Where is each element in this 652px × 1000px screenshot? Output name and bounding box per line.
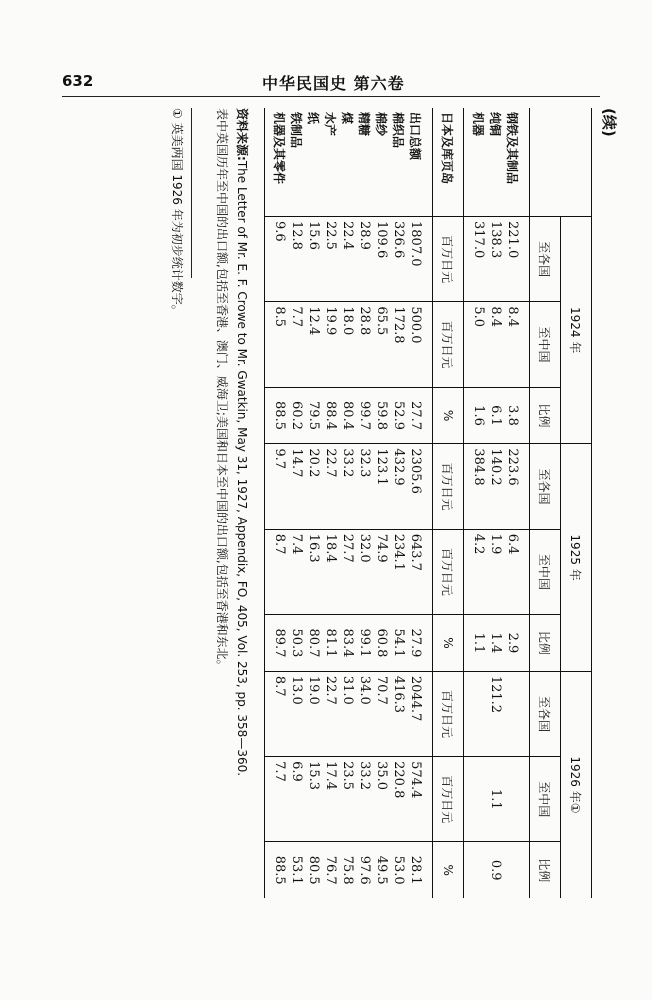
cell: 234.1 [390,529,407,614]
row-label: 棉纱 [374,112,388,137]
row-label: 水产 [323,112,337,137]
cell: 35.0 [373,757,390,842]
row-label: 机器及其零件 [265,108,289,217]
cell: 60.8 [373,615,390,672]
unit-cell: 百万日元 [433,444,464,529]
cell: 49.5 [373,842,390,898]
cell: 28.9 [356,217,373,302]
cell: 8.7 [265,671,289,756]
cell: 432.9 [390,444,407,529]
cell: 643.7 [407,529,433,614]
cell: 109.6 [373,217,390,302]
cell: 54.1 [390,615,407,672]
cell: 3.8 [504,387,530,444]
year-header-row [561,108,592,898]
cell: 221.0 [504,217,530,302]
unit-cell: 百万日元 [433,529,464,614]
cell: 9.7 [265,444,289,529]
cell: 80.7 [305,615,322,672]
cell: 32.3 [356,444,373,529]
sub-header: 至中国 [530,302,561,387]
corner-cell [530,108,592,217]
cell: 140.2 [487,444,504,529]
table-row [390,108,407,898]
cell: 416.3 [390,671,407,756]
sub-header: 比例 [530,615,561,672]
cell: 13.0 [288,671,305,756]
table-row [464,108,488,898]
cell: 6.9 [288,757,305,842]
sub-header: 至各国 [530,671,561,756]
cell: 1807.0 [407,217,433,302]
cell: 223.6 [504,444,530,529]
cell: 20.2 [305,444,322,529]
cell: 28.8 [356,302,373,387]
table-row [322,108,339,898]
unit-cell: 百万日元 [433,757,464,842]
cell: 18.0 [339,302,356,387]
cell: 1.6 [464,387,488,444]
cell: 12.8 [288,217,305,302]
section-b-rows [265,108,433,898]
cell: 6.4 [504,529,530,614]
cell: 52.9 [390,387,407,444]
sub-header: 比例 [530,842,561,898]
cell [464,671,488,756]
cell: 34.0 [356,671,373,756]
cell: 384.8 [464,444,488,529]
cell: 19.0 [305,671,322,756]
export-table [264,108,592,898]
cell: 80.5 [305,842,322,898]
cell: 1.9 [487,529,504,614]
cell: 60.2 [288,387,305,444]
cell: 1.1 [487,757,504,842]
cell [504,757,530,842]
row-label: 机器 [471,112,485,137]
unit-cell: % [433,842,464,898]
row-label: 纯铜 [488,112,502,137]
cell [464,757,488,842]
cell: 53.1 [288,842,305,898]
cell: 2.9 [504,615,530,672]
footnote: ① 英美两国 1926 年为初步统计数字。 [170,108,184,317]
cell: 123.1 [373,444,390,529]
cell: 31.0 [339,671,356,756]
cell: 1.1 [464,615,488,672]
table-row [504,108,530,898]
cell: 27.9 [407,615,433,672]
cell: 18.4 [322,529,339,614]
cell: 8.4 [487,302,504,387]
cell: 172.8 [390,302,407,387]
source-line [232,108,252,908]
sub-header: 至中国 [530,529,561,614]
cell: 59.8 [373,387,390,444]
cell: 8.7 [265,529,289,614]
cell: 7.7 [265,757,289,842]
year-header: 1924 年 [561,217,592,444]
cell: 16.3 [305,529,322,614]
header-rule [62,96,600,97]
cell: 80.4 [339,387,356,444]
table-row [407,108,433,898]
source-notes [212,108,252,908]
table-row [356,108,373,898]
explanation-line: 表中英国历年至中国的出口额,包括至香港、澳门、威海卫;美国和日本至中国的出口额,包括至香港和东北。 [215,108,229,672]
page-header [0,0,652,100]
cell: 32.0 [356,529,373,614]
row-label: 钢铁及其制品 [504,108,530,217]
cell: 17.4 [322,757,339,842]
cell: 70.7 [373,671,390,756]
source-label: 资料来源: [235,108,249,161]
year-header: 1925 年 [561,444,592,671]
cell: 574.4 [407,757,433,842]
cell: 27.7 [339,529,356,614]
row-label: 精糖 [357,112,371,137]
cell: 22.4 [339,217,356,302]
year-header: 1926 年① [561,671,592,898]
row-label: 纸 [306,112,320,125]
sub-header: 比例 [530,387,561,444]
unit-cell: 百万日元 [433,671,464,756]
unit-row [433,108,464,898]
cell: 97.6 [356,842,373,898]
row-label: 铁制品 [289,112,303,149]
unit-cell: 百万日元 [433,217,464,302]
cell: 8.4 [504,302,530,387]
sub-header: 至各国 [530,217,561,302]
rotated-table-page [160,108,620,928]
cell: 5.0 [464,302,488,387]
cell [464,842,488,898]
sub-header-row [530,108,561,898]
cell: 19.9 [322,302,339,387]
cell: 27.7 [407,387,433,444]
cell: 1.4 [487,615,504,672]
cell: 76.7 [322,842,339,898]
cell: 317.0 [464,217,488,302]
sub-header: 至中国 [530,757,561,842]
table-row [288,108,305,898]
cell: 53.0 [390,842,407,898]
running-title: 中华民国史 第六卷 [262,74,405,93]
row-label: 棉织品 [391,112,405,149]
cell: 99.1 [356,615,373,672]
cell: 7.7 [288,302,305,387]
unit-cell: % [433,615,464,672]
cell: 33.2 [339,444,356,529]
table-row [265,108,289,898]
unit-cell: % [433,387,464,444]
cell: 121.2 [487,671,504,756]
cell [504,842,530,898]
row-label: 出口总额 [407,108,433,217]
cell: 138.3 [487,217,504,302]
footnote-rule [191,108,192,278]
section-label: 日本及库页岛 [433,108,464,217]
table-row [373,108,390,898]
cell: 88.5 [265,842,289,898]
cell: 75.8 [339,842,356,898]
cell: 2044.7 [407,671,433,756]
cell: 23.5 [339,757,356,842]
cell: 9.6 [265,217,289,302]
source-text: The Letter of Mr. E. F. Crowe to Mr. Gwatkin, May 31, 1927, Appendix, FO, 405, Vol. 253, pp. 358—360. [235,160,249,777]
cell: 4.2 [464,529,488,614]
cell: 500.0 [407,302,433,387]
cell: 33.2 [356,757,373,842]
cell: 6.1 [487,387,504,444]
cell: 2305.6 [407,444,433,529]
table-row [487,108,504,898]
table-row [305,108,322,898]
cell: 88.5 [265,387,289,444]
cell: 22.7 [322,671,339,756]
cell: 0.9 [487,842,504,898]
cell: 220.8 [390,757,407,842]
continued-label: (续) [600,108,618,137]
cell: 79.5 [305,387,322,444]
table-row [339,108,356,898]
cell: 99.7 [356,387,373,444]
sub-header: 至各国 [530,444,561,529]
cell [504,671,530,756]
cell: 22.5 [322,217,339,302]
cell: 12.4 [305,302,322,387]
cell: 28.1 [407,842,433,898]
cell: 15.3 [305,757,322,842]
cell: 83.4 [339,615,356,672]
row-label: 煤 [340,112,354,125]
page-number: 632 [62,72,94,90]
cell: 88.4 [322,387,339,444]
cell: 65.5 [373,302,390,387]
cell: 22.7 [322,444,339,529]
cell: 50.3 [288,615,305,672]
cell: 15.6 [305,217,322,302]
cell: 89.7 [265,615,289,672]
cell: 14.7 [288,444,305,529]
cell: 8.5 [265,302,289,387]
unit-cell: 百万日元 [433,302,464,387]
cell: 326.6 [390,217,407,302]
cell: 7.4 [288,529,305,614]
cell: 81.1 [322,615,339,672]
cell: 74.9 [373,529,390,614]
